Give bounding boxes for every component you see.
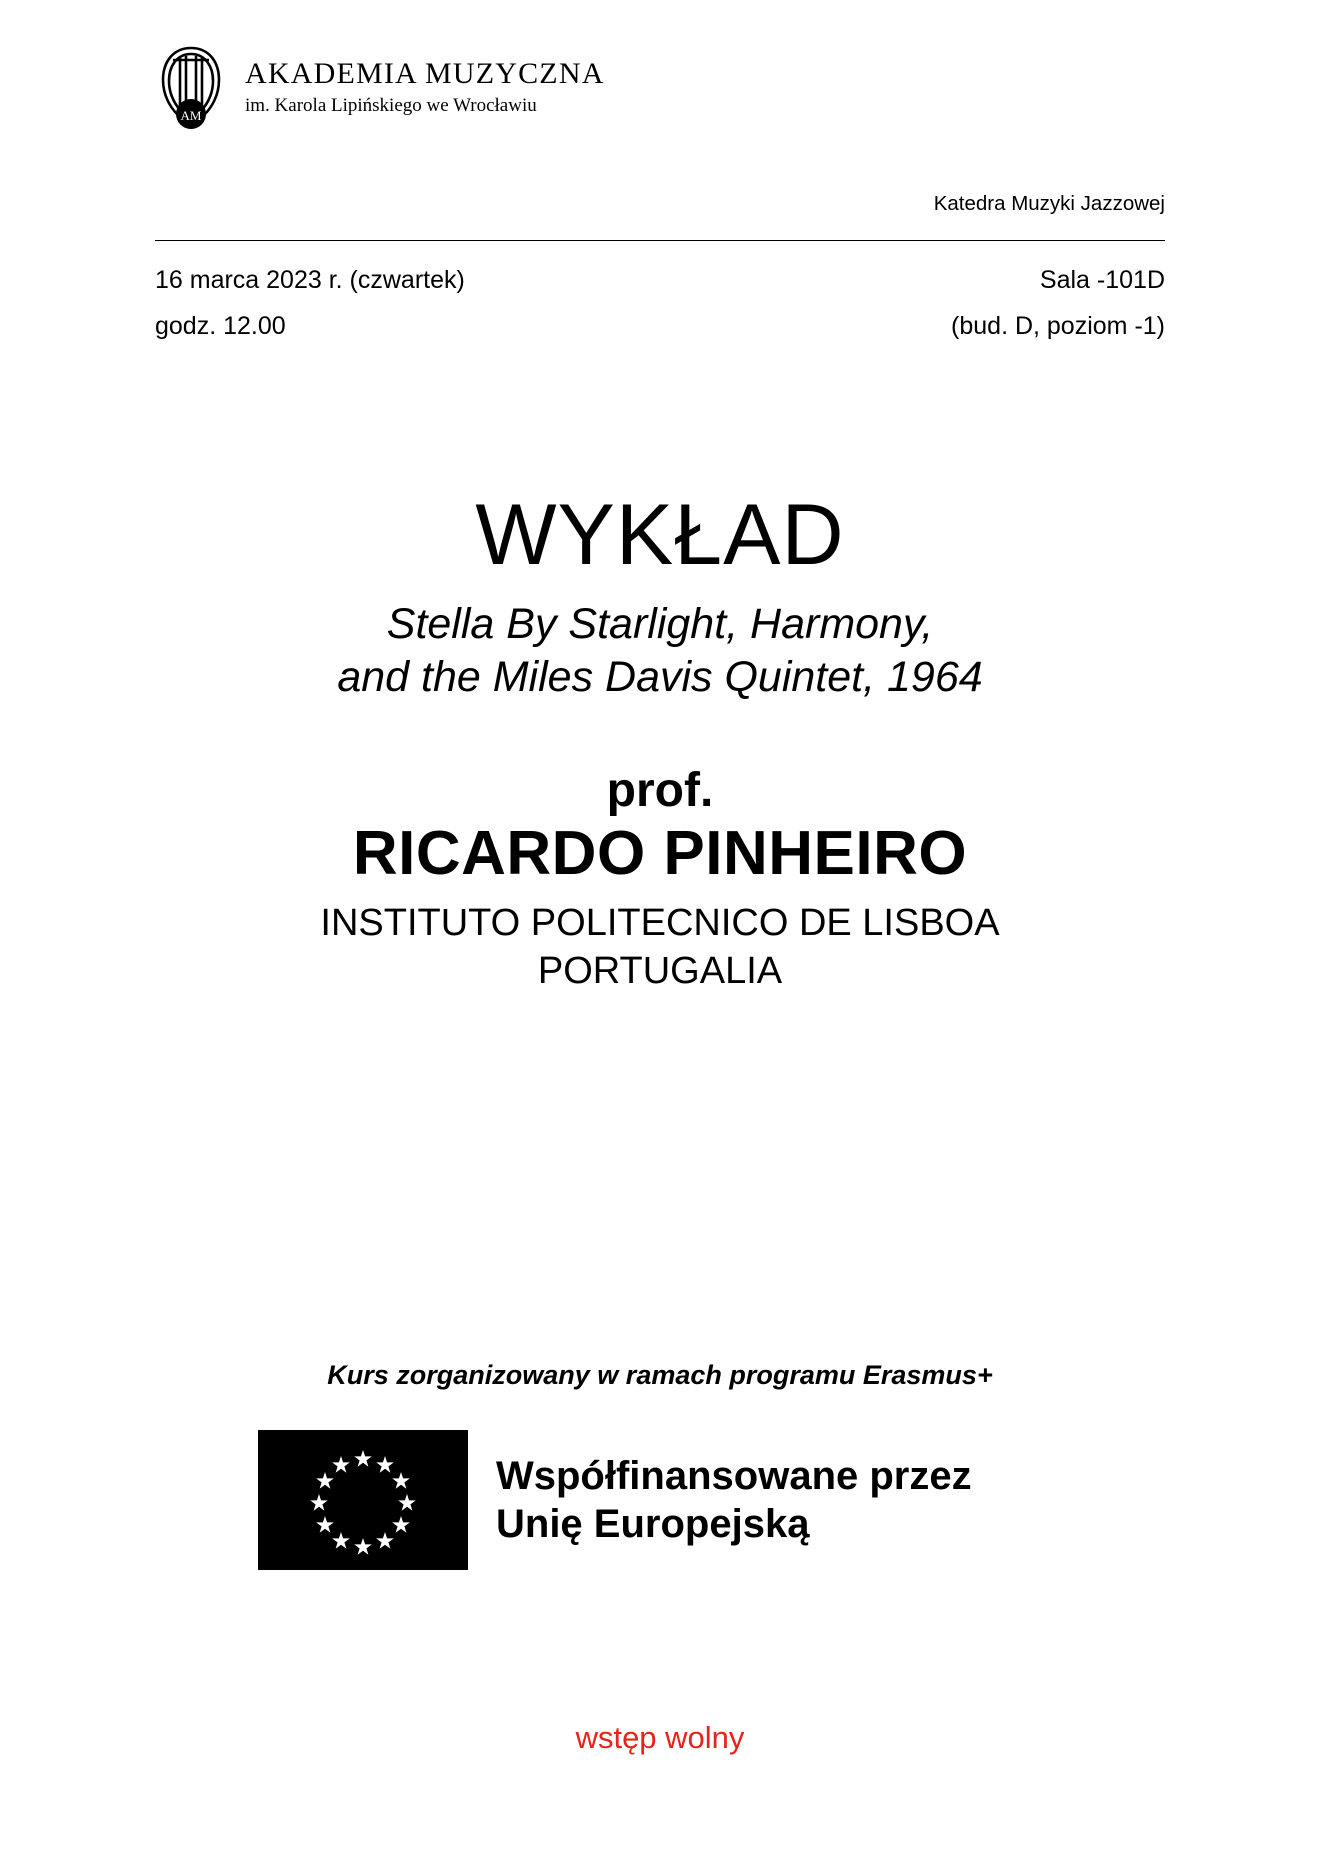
speaker-affiliation-line2: PORTUGALIA (537, 950, 783, 993)
event-date: 16 marca 2023 r. (czwartek) (155, 266, 465, 294)
event-location: (bud. D, poziom -1) (951, 312, 1165, 341)
speaker-affiliation-line1: INSTITUTO POLITECNICO DE LISBOA (320, 902, 1000, 945)
event-meta (155, 257, 1165, 350)
lecture-subtitle (0, 598, 1320, 703)
speaker-title: prof. (606, 764, 714, 818)
erasmus-note: Kurs zorganizowany w ramach programu Erasmus+ (327, 1360, 993, 1390)
poster-main (0, 487, 1320, 996)
eu-funding-text-line2: Unię Europejską (496, 1502, 810, 1546)
event-meta-row-date (155, 257, 1165, 303)
speaker-affiliation (0, 900, 1320, 996)
lecture-subtitle-line2: and the Miles Davis Quintet, 1964 (337, 652, 983, 701)
speaker-name: RICARDO PINHEIRO (352, 819, 968, 888)
lecture-subtitle-line1: Stella By Starlight, Harmony, (386, 600, 934, 649)
event-room: Sala -101D (1039, 266, 1165, 294)
svg-text:AM: AM (180, 108, 202, 123)
department-label: Katedra Muzyki Jazzowej (933, 192, 1165, 215)
institution-name-block (245, 56, 605, 118)
eu-funding-text-line1: Współfinansowane przez (496, 1454, 972, 1498)
event-type-title: WYKŁAD (475, 487, 845, 583)
event-meta-row-time (155, 303, 1165, 349)
lyre-logo-icon (155, 42, 227, 132)
event-time: godz. 12.00 (155, 312, 286, 341)
eu-flag-icon (258, 1430, 468, 1570)
institution-name-line2: im. Karola Lipińskiego we Wrocławiu (245, 95, 537, 117)
institution-name-line1: AKADEMIA MUZYCZNA (245, 57, 605, 91)
poster-header (155, 42, 1165, 341)
eu-funding-text (496, 1452, 972, 1548)
eu-funding-block (258, 1430, 972, 1570)
institution-brand (155, 42, 1165, 132)
header-divider (155, 240, 1165, 241)
free-entry-note: wstęp wolny (575, 1720, 745, 1755)
